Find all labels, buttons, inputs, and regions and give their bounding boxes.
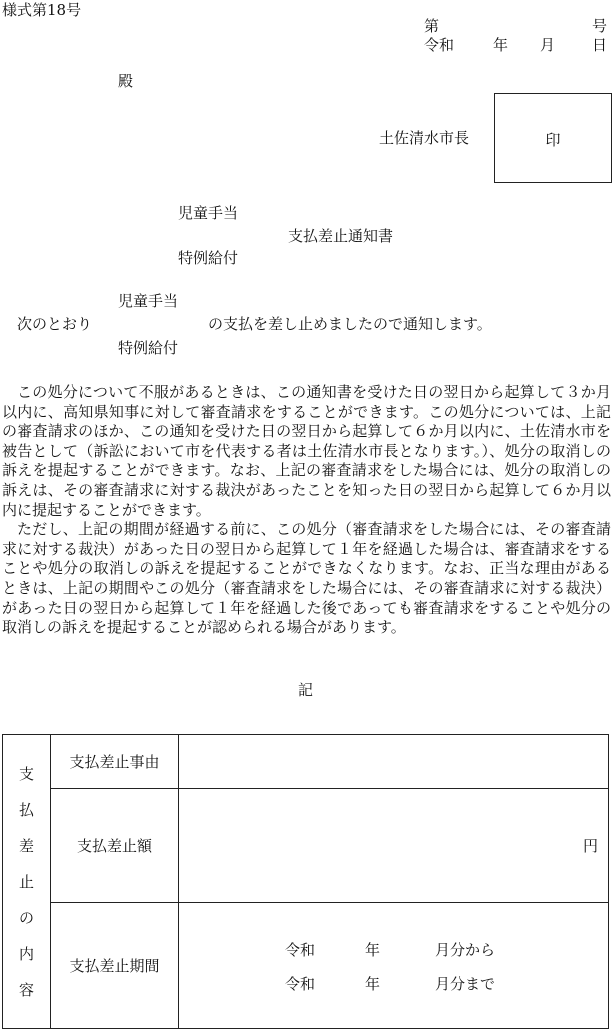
period-to-era: 令和 [285, 975, 316, 993]
notice-option-special-benefit: 特例給付 [118, 339, 179, 357]
doc-number-prefix: 第 [424, 17, 440, 35]
form-number: 様式第18号 [2, 1, 82, 19]
appeal-instructions [2, 383, 611, 638]
vertical-char: 内 [18, 944, 34, 963]
amount-label: 支払差止額 [51, 789, 179, 903]
vertical-char: 払 [18, 800, 34, 819]
vertical-char: 容 [18, 980, 34, 999]
period-from-month: 月分から [435, 941, 496, 959]
period-to-month: 月分まで [435, 975, 496, 993]
amount-value [179, 789, 609, 903]
title-option-special-benefit: 特例給付 [178, 249, 239, 267]
issuer-name: 土佐清水市長 [379, 129, 470, 147]
period-from-era: 令和 [285, 941, 316, 959]
doc-number-suffix: 号 [592, 17, 608, 35]
vertical-char: 支 [18, 764, 34, 783]
ki-heading: 記 [298, 681, 314, 699]
title-option-child-allowance: 児童手当 [178, 204, 239, 222]
seal-label: 印 [545, 131, 561, 149]
vertical-char: 差 [18, 836, 34, 855]
period-value [179, 903, 609, 1029]
period-label: 支払差止期間 [51, 903, 179, 1029]
instruction-paragraph-1: この処分について不服があるときは、この通知書を受けた日の翌日から起算して３か月以内に、高知県知事に対して審査請求をすることができます。この処分については、上記の審査請求のほか、この通知を受けた日の翌日から起算して６か月以内に、土佐清水市を被告として（訴訟において市を代表する者は土佐清水市長となります。）、処分の取消しの訴えを提起することができます。なお、上記の審査請求をした場合には、処分の取消しの訴えは、その審査請求に対する裁決があったことを知った日の翌日から起算して６か月以内に提起することができます。 [2, 383, 611, 519]
reason-label: 支払差止事由 [51, 735, 179, 789]
seal-box [494, 93, 612, 183]
vertical-char: 止 [18, 872, 34, 891]
notice-suffix: の支払を差し止めましたので通知します。 [208, 315, 492, 333]
amount-unit: 円 [582, 837, 598, 855]
date-year: 年 [493, 36, 509, 54]
reason-value [179, 735, 609, 789]
instruction-paragraph-2: ただし、上記の期間が経過する前に、この処分（審査請求をした場合には、その審査請求に対する裁決）があった日の翌日から起算して１年を経過した場合は、審査請求をすることや処分の取消しの訴えを提起することができなくなります。なお、正当な理由があるときは、上記の期間やこの処分（審査請求をした場合には、その審査請求に対する裁決）があった日の翌日から起算して１年を経過した後であっても審査請求をすることや処分の取消しの訴えを提起することが認められる場合があります。 [2, 520, 611, 637]
date-day: 日 [592, 36, 608, 54]
notice-option-child-allowance: 児童手当 [118, 292, 179, 310]
date-month: 月 [540, 36, 556, 54]
date-era: 令和 [424, 36, 455, 54]
detail-table [2, 734, 609, 1029]
recipient-suffix: 殿 [118, 72, 134, 90]
notice-prefix: 次のとおり [17, 315, 93, 333]
vertical-char: の [18, 908, 34, 927]
period-from-year: 年 [365, 941, 381, 959]
vertical-label-cell [3, 735, 51, 1029]
page-title: 支払差止通知書 [288, 227, 394, 245]
period-to-year: 年 [365, 975, 381, 993]
